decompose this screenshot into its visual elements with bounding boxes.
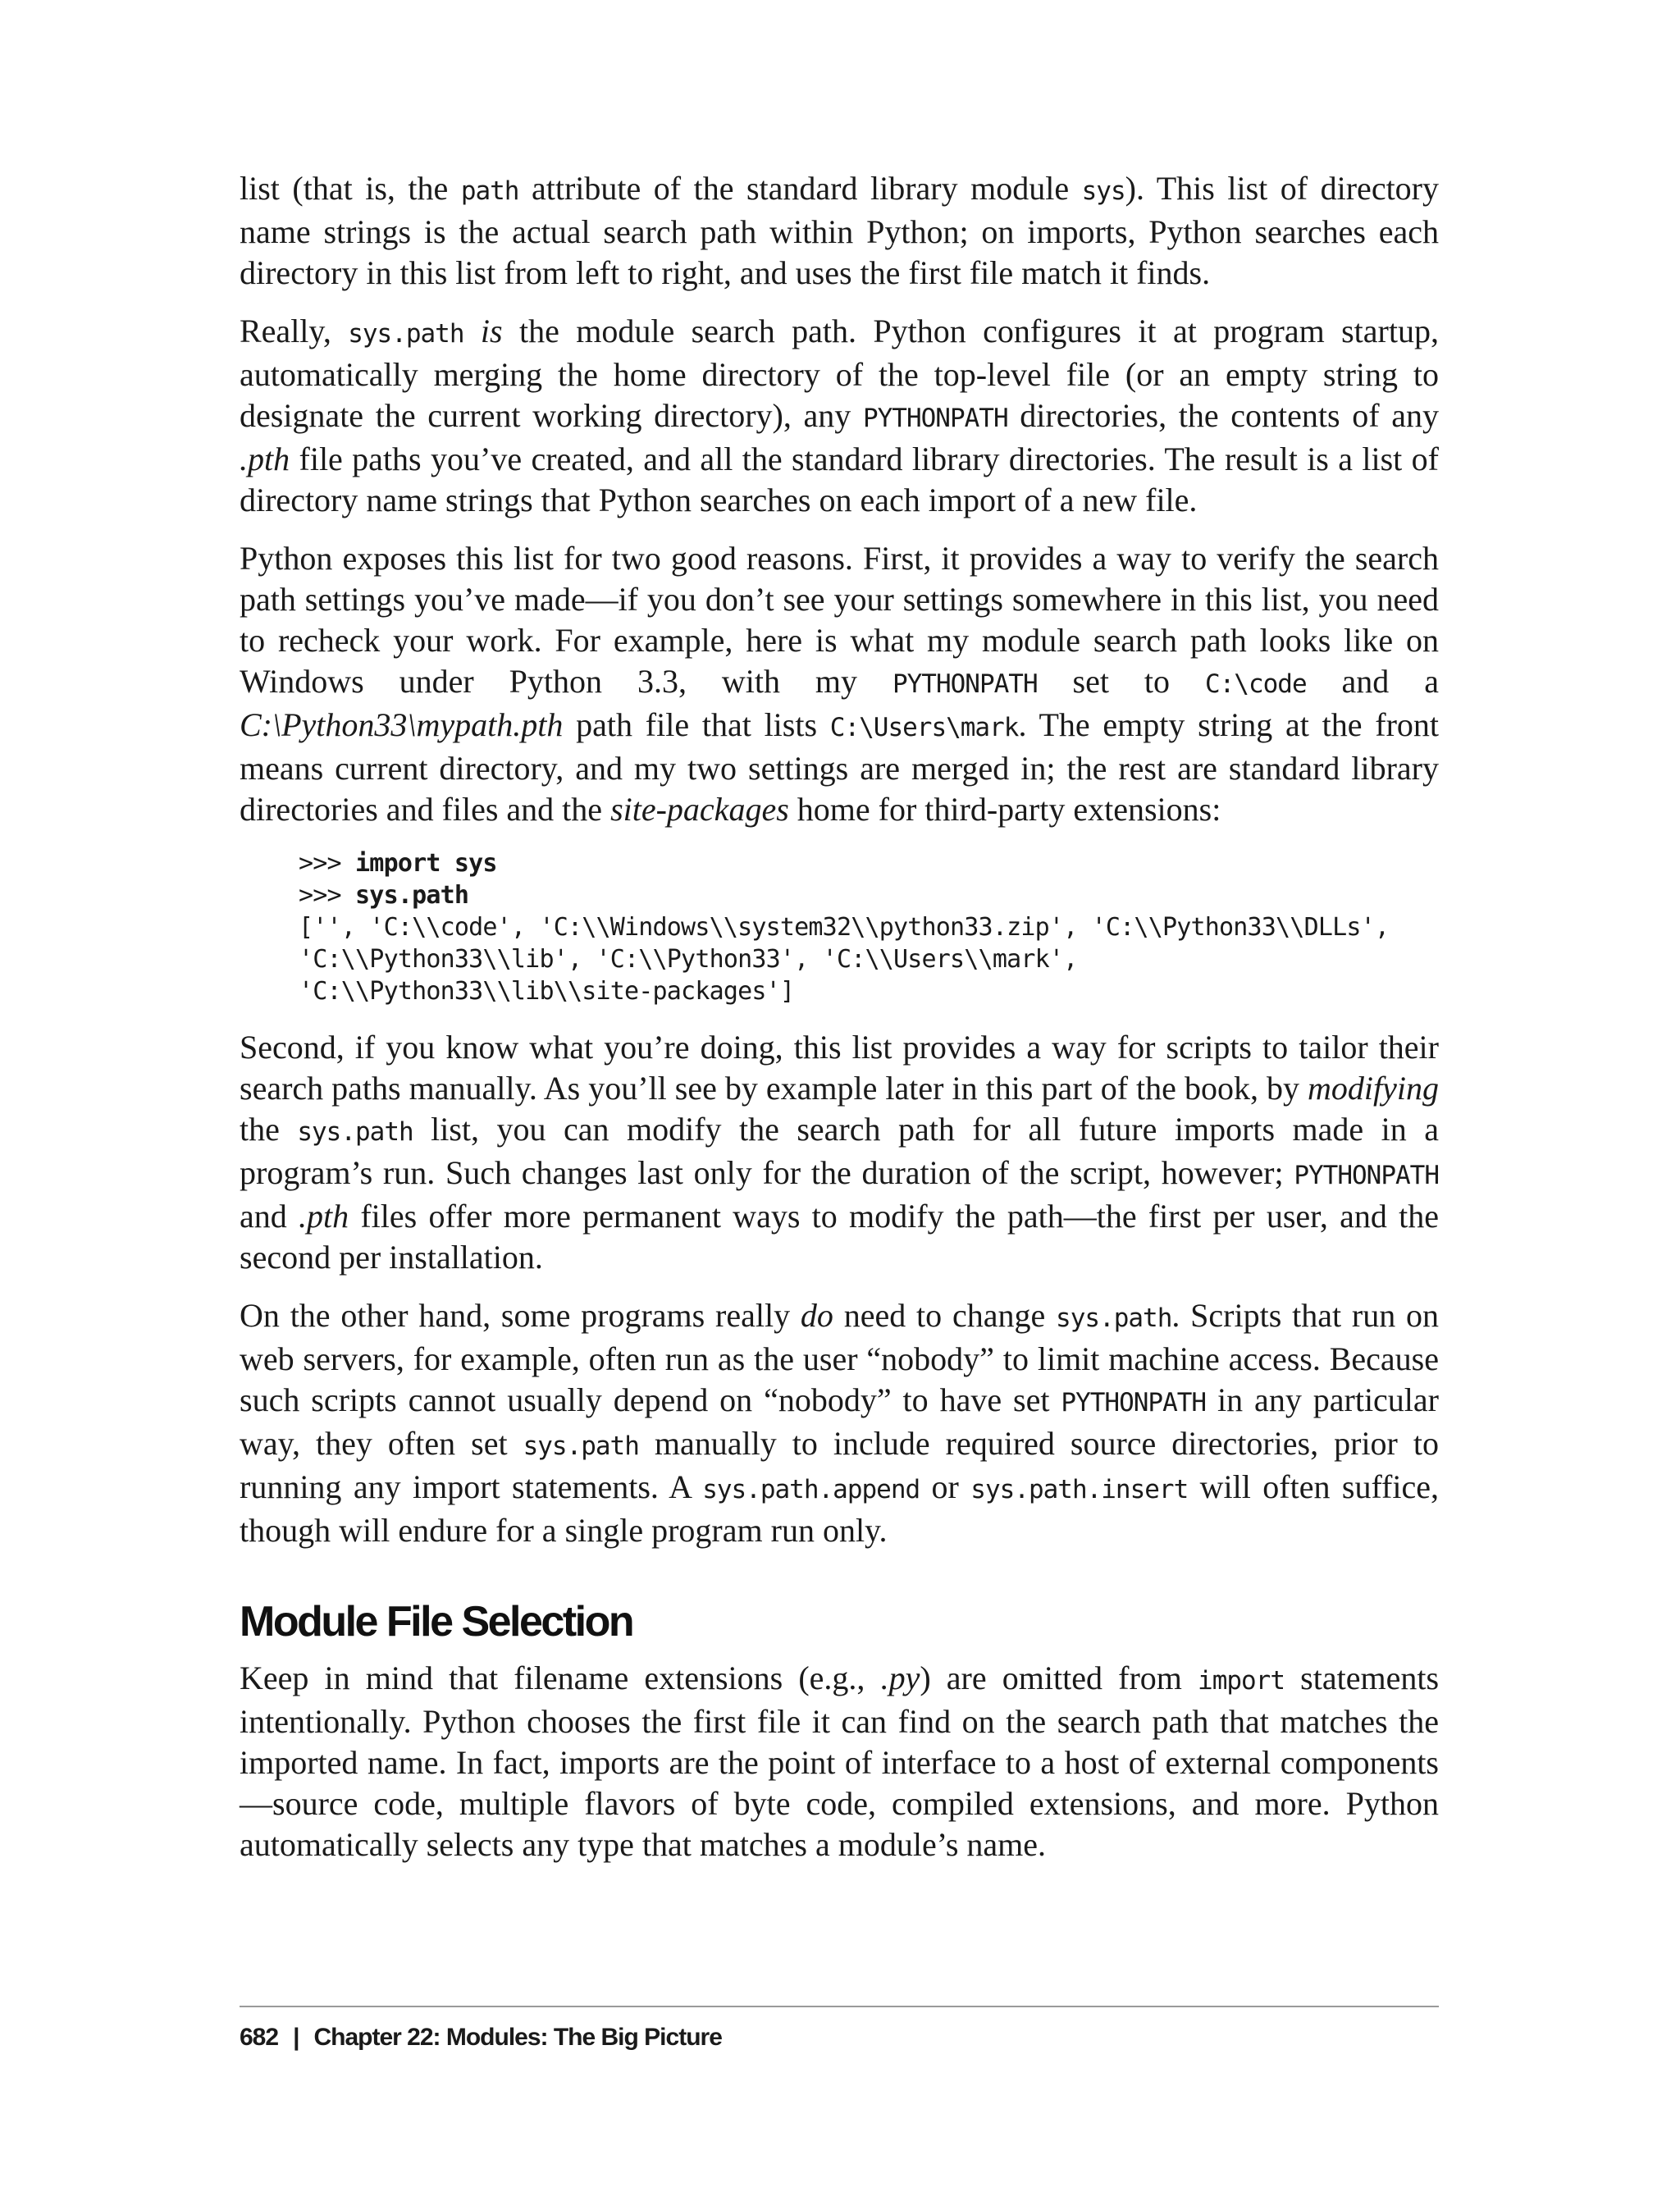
code-output-line: 'C:\\Python33\\lib', 'C:\\Python33', 'C:\\Users\\mark', <box>299 945 1078 974</box>
code-prompt: >>> <box>299 881 356 910</box>
text: On the other hand, some programs really <box>240 1297 801 1334</box>
paragraph-5 <box>240 1295 1439 1551</box>
text: path file that lists <box>563 706 830 743</box>
chapter-title: Chapter 22: Modules: The Big Picture <box>313 2024 722 2051</box>
paragraph-2 <box>240 311 1439 521</box>
inline-code: path <box>460 176 519 206</box>
text: in any particular way, they often set <box>240 1381 1439 1462</box>
text: the <box>240 1111 298 1148</box>
inline-code: PYTHONPATH <box>892 669 1038 699</box>
text: attribute of the standard library module <box>518 170 1082 207</box>
inline-code: sys.path.append <box>702 1475 920 1504</box>
inline-code: C:\code <box>1204 669 1307 699</box>
text: home for third-party extensions: <box>788 791 1221 828</box>
page-footer <box>240 2006 1439 2052</box>
paragraph-1 <box>240 168 1439 294</box>
text: the module search path. Python configures it at program startup, automatically merging the home directory of the top-level file (or an empty string to designate the current working directory), any <box>240 313 1439 434</box>
emphasis: is <box>480 313 503 349</box>
text: file paths you’ve created, and all the standard library directories. The result is a list of directory name strings that Python searches on each import of a new file. <box>240 441 1439 518</box>
inline-code: PYTHONPATH <box>1294 1161 1439 1190</box>
paragraph-4 <box>240 1027 1439 1278</box>
paragraph-3 <box>240 538 1439 830</box>
text: set to <box>1037 663 1205 700</box>
text: need to change <box>833 1297 1057 1334</box>
emphasis: .py <box>880 1659 920 1696</box>
text: Really, <box>240 313 349 349</box>
code-command: sys.path <box>355 881 469 910</box>
text: ) are omitted from <box>920 1659 1198 1696</box>
section-heading: Module File Selection <box>240 1598 633 1646</box>
inline-code: sys.path <box>1056 1303 1172 1333</box>
code-block <box>299 847 1439 1007</box>
inline-code: sys.path <box>297 1117 413 1147</box>
inline-code: sys <box>1081 176 1125 206</box>
paragraph-6 <box>240 1658 1439 1865</box>
code-command: import sys <box>355 849 497 878</box>
code-line-2 <box>299 879 1439 911</box>
page-body <box>240 168 1439 1883</box>
text: files offer more permanent ways to modify the path—the first per user, and the second per installation. <box>240 1198 1439 1276</box>
code-line-1 <box>299 847 1439 879</box>
text: Second, if you know what you’re doing, this list provides a way for scripts to tailor their search paths manually. As you’ll see by example later in this part of the book, by <box>240 1029 1439 1107</box>
inline-code: PYTHONPATH <box>1061 1388 1207 1418</box>
inline-code: sys.path <box>523 1431 639 1461</box>
inline-code: C:\Users\mark <box>829 713 1019 742</box>
emphasis: .pth <box>240 441 290 477</box>
emphasis: modifying <box>1308 1070 1439 1107</box>
text: Python exposes this list for two good reasons. First, it provides a way to verify the search path settings you’ve made—if you don’t see your settings somewhere in this list, you need to recheck your work. For example, here is what my module search path looks like on Windows under Python 3.3, with my <box>240 540 1439 700</box>
inline-code: sys.path <box>348 319 464 349</box>
inline-code: PYTHONPATH <box>862 404 1008 433</box>
text: Keep in mind that filename extensions (e.g., <box>240 1659 881 1696</box>
emphasis: do <box>800 1297 833 1334</box>
inline-code: import <box>1198 1666 1285 1696</box>
inline-code: sys.path.insert <box>970 1475 1189 1504</box>
code-output-line: 'C:\\Python33\\lib\\site-packages'] <box>299 977 795 1006</box>
text: and a <box>1306 663 1439 700</box>
code-prompt: >>> <box>299 849 356 878</box>
emphasis: C:\Python33\mypath.pth <box>240 706 564 743</box>
text: manually to include required source directories, prior to running any import statements. A <box>240 1425 1440 1505</box>
text: directories, the contents of any <box>1007 397 1439 434</box>
text: statements intentionally. Python chooses the first file it can find on the search path that matches the imported name. In fact, imports are the point of interface to a host of external components—source code, multiple flavors of byte code, compiled extensions, and more. Python automatically selects any type that matches a module’s name. <box>240 1659 1440 1863</box>
text: and <box>240 1198 299 1235</box>
text: list, you can modify the search path for all future imports made in a program’s run. Such changes last only for the duration of the script, however; <box>240 1111 1439 1191</box>
emphasis: site-packages <box>610 791 789 828</box>
text: . Scripts that run on web servers, for example, often run as the user “nobody” to limit machine access. Because such scripts cannot usually depend on “nobody” to have set <box>240 1297 1440 1418</box>
text: . The empty string at the front means current directory, and my two settings are merged in; the rest are standard library directories and files and the <box>240 706 1440 828</box>
page-number: 682 <box>240 2024 279 2051</box>
footer-separator: | <box>293 2024 299 2051</box>
emphasis: .pth <box>299 1198 349 1235</box>
text: or <box>920 1468 971 1505</box>
text: will often suffice, though will endure for a single program run only. <box>240 1468 1439 1549</box>
text: ). This list of directory name strings is the actual search path within Python; on imports, Python searches each directory in this list from left to right, and uses the first file match it finds. <box>240 170 1440 291</box>
text: list (that is, the <box>240 170 461 207</box>
code-output-line: ['', 'C:\\code', 'C:\\Windows\\system32\\python33.zip', 'C:\\Python33\\DLLs', <box>299 913 1390 942</box>
